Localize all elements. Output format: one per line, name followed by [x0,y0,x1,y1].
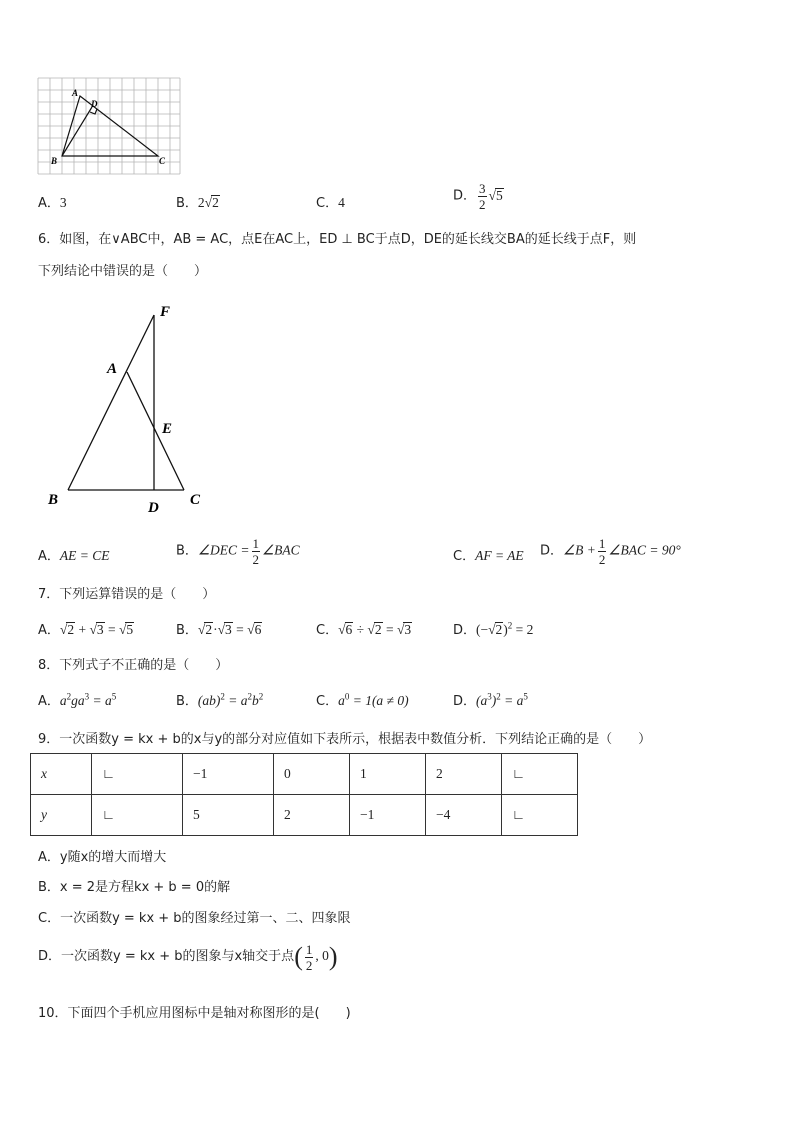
q7-option-c[interactable]: C．√6 ÷ √2 = √3 [316,622,412,638]
q9-option-b[interactable]: B．x = 2是方程kx + b = 0的解 [38,880,231,895]
q8-option-c[interactable] [316,690,409,709]
q6-label-a: A [107,361,118,377]
q7-a-operator: + [78,622,87,637]
q9-option-d-fraction: $\frac{1}{2}$ [305,941,313,973]
q6-label-b: B [48,492,59,508]
q6-stem-line2: 下列结论中错误的是（ ） [38,264,208,279]
q6-option-b[interactable] [176,537,300,566]
q5-option-a-label: A． [38,196,60,211]
q6-option-b-label: B． [176,543,198,559]
table-row [31,795,578,836]
q7-d-open: (− [476,622,489,637]
q8-b-base: (ab) [197,693,221,708]
q8-c-rest: = 1(a ≠ 0) [349,693,409,708]
q7-d-result: = 2 [515,622,534,637]
q5-option-c-label: C． [316,196,339,211]
q8-option-b[interactable] [176,690,263,709]
q7-b-radicand-3: 6 [254,622,262,637]
q8-a-mid: ga [71,693,85,708]
q8-option-c-label: C． [316,694,339,709]
q6-option-b-post: ∠BAC [262,542,300,558]
table-cell: y [31,795,92,836]
q8-d-close: ) [491,693,497,708]
q8-d-exp-2: 2 [496,691,501,702]
q9-value-table [30,753,578,836]
table-cell: ∟ [92,754,183,795]
q5-option-c-value: 4 [338,195,345,210]
table-cell: ∟ [502,795,578,836]
q6-stem-text: 如图，在∨ABC中，AB = AC，点E在AC上，ED ⊥ BC于点D，DE的延长线交BA的延长线于点F，则 [59,232,637,247]
q8-d-base: (a [476,693,488,708]
q5-option-b-label: B． [176,196,198,211]
q9-option-d-coord: , 0 [315,948,329,964]
q8-option-d-label: D． [453,694,477,709]
q7-a-radicand-1: 2 [67,622,75,637]
q7-d-radicand: 2 [495,622,503,637]
q7-option-a-label: A． [38,623,60,638]
table-cell: 2 [274,795,350,836]
q9-option-a[interactable]: A．y随x的增大而增大 [38,850,167,865]
q6-option-d-label: D． [540,543,564,559]
q5-label-c: C [159,156,166,166]
q6-option-d-post: ∠BAC = 90° [608,542,681,558]
table-cell: 2 [426,754,502,795]
q6-label-e: E [162,421,173,437]
q5-label-a: A [72,88,79,98]
q6-option-d-fraction: $\frac{1}{2}$ [598,536,606,567]
q8-d-exp-3: 5 [523,691,528,702]
q7-option-b[interactable]: B．√2·√3 = √6 [176,622,262,638]
q10-stem: 10．下面四个手机应用图标中是轴对称图形的是( ) [38,1006,351,1021]
q5-option-a[interactable] [38,192,67,211]
q8-c-exp: 0 [344,691,350,702]
q7-b-radicand-1: 2 [205,622,213,637]
table-cell: −4 [426,795,502,836]
q8-b-equals: = a [224,693,248,708]
q5-label-d: D [91,99,98,109]
table-cell: 0 [274,754,350,795]
q5-option-d-radicand: 5 [495,187,503,203]
q6-triangle-figure [44,300,224,520]
q8-option-a-label: A． [38,694,60,709]
q8-option-b-label: B． [176,694,198,709]
q7-d-exponent: 2 [507,620,513,631]
q7-c-radicand-1: 6 [345,622,353,637]
q8-a-exp-3: 5 [111,691,117,702]
q8-a-exp-2: 3 [84,691,90,702]
q7-c-operator: ÷ [356,622,365,637]
q8-a-exp-1: 2 [66,691,72,702]
q7-a-radicand-3: 5 [126,622,134,637]
q6-option-c-label: C． [453,549,476,564]
q6-option-a-text: AE = CE [59,548,110,563]
q5-option-a-value: 3 [59,195,67,210]
q7-c-equals: = [385,622,394,637]
q5-option-b-coef: 2 [197,195,205,210]
q7-b-operator: · [213,622,218,637]
q5-option-c[interactable] [316,192,345,211]
q6-label-d: D [148,500,159,516]
table-cell: ∟ [92,795,183,836]
q6-label-f: F [160,304,171,320]
q8-d-exp-1: 3 [487,691,492,702]
q7-b-radicand-2: 3 [225,622,232,637]
q6-option-c-text: AF = AE [475,548,524,563]
q5-option-d-fraction: $\frac{3}{2}$ [479,181,486,212]
q8-b-exp-2: 2 [247,691,253,702]
q7-b-equals: = [236,622,244,637]
q7-option-d[interactable]: D．$(-√2)^2 = 2$ [453,620,534,638]
q9-option-d[interactable]: D．一次函数y = kx + b的图象与x轴交于点( $\frac{1}{2}$ , 0) [38,941,338,973]
q8-a-equals: = a [89,693,112,708]
q8-b-base-b: b [252,693,259,708]
q8-c-base: a [338,693,345,708]
q8-d-equals: = a [500,693,524,708]
q6-option-c[interactable] [453,545,524,564]
q5-option-d[interactable]: D． $\frac{3}{2}$ √5 [453,181,503,212]
table-cell: −1 [350,795,426,836]
q9-option-c[interactable]: C．一次函数y = kx + b的图象经过第一、二、四象限 [38,911,351,926]
q6-option-b-pre: ∠DEC = [197,542,250,558]
q6-label-c: C [190,492,201,508]
q7-d-close: ) [503,622,508,637]
table-cell: x [31,754,92,795]
q5-option-d-label: D． [453,188,477,204]
q8-b-exp-1: 2 [220,691,225,702]
q7-option-c-label: C． [316,623,339,638]
q7-stem: 7．下列运算错误的是（ ） [38,587,216,602]
q6-option-a-label: A． [38,549,60,564]
q6-option-d-pre: ∠B + [563,542,596,558]
q7-option-b-label: B． [176,623,198,638]
q6-number: 6． [38,232,60,247]
q5-option-b[interactable]: B．2√2 [176,195,219,211]
q8-a-base-1: a [59,693,67,708]
q7-c-radicand-3: 3 [404,622,412,637]
q9-stem: 9．一次函数y = kx + b的x与y的部分对应值如下表所示，根据表中数值分析．下列结论正确的是（ ） [38,732,652,747]
q7-a-equals: = [108,622,116,637]
table-cell: 5 [183,795,274,836]
q6-option-b-fraction: $\frac{1}{2}$ [252,536,260,567]
q8-option-d[interactable] [453,690,528,709]
q5-label-b: B [51,156,58,166]
q7-a-radicand-2: 3 [96,622,104,637]
q6-stem-line1 [38,228,636,247]
q5-option-b-radicand: 2 [212,195,219,210]
q7-option-d-label: D． [453,623,477,638]
q6-option-a[interactable] [38,545,110,564]
q9-option-d-text: D．一次函数y = kx + b的图象与x轴交于点 [38,949,295,965]
q5-grid-figure [36,76,182,176]
q8-option-a[interactable] [38,690,116,709]
q7-option-a[interactable]: A．√2 + √3 = √5 [38,622,134,638]
table-row [31,754,578,795]
table-cell: ∟ [502,754,578,795]
q6-option-d[interactable] [540,537,681,566]
q7-c-radicand-2: 2 [374,622,382,637]
q8-b-exp-3: 2 [258,691,264,702]
table-cell: 1 [350,754,426,795]
table-cell: −1 [183,754,274,795]
q8-stem: 8．下列式子不正确的是（ ） [38,658,229,673]
